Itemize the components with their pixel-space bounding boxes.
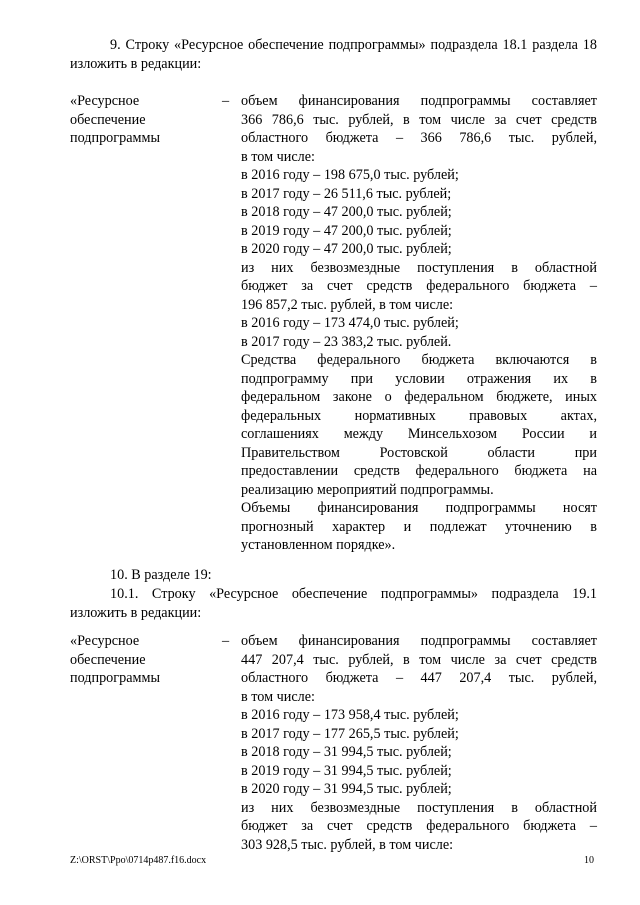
content-line: федеральном законе о федеральном бюджете, иных (241, 389, 597, 405)
content-line: объем финансирования подпрограммы составляет (241, 633, 597, 649)
content-line: Правительством Ростовской области при (241, 444, 597, 461)
footer-file-path: Z:\ORST\Ppo\0714p487.f16.docx (70, 855, 207, 866)
content-line: 196 857,2 тыс. рублей, в том числе: (241, 296, 454, 313)
content-line: областного бюджета – 366 786,6 тыс. рублей, (241, 130, 597, 146)
content-line: установленном порядке». (241, 537, 396, 553)
content-line: в 2017 году – 23 383,2 тыс. рублей. (241, 333, 452, 350)
page-number: 10 (584, 855, 594, 866)
row-dash: – (222, 93, 230, 109)
content-line: прогнозный характер и подлежат уточнению в (241, 518, 597, 535)
content-line: бюджет за счет средств федерального бюджета – (241, 818, 597, 834)
content-line: в 2019 году – 31 994,5 тыс. рублей; (241, 762, 452, 779)
row-label: «Ресурсное обеспечение подпрограммы (70, 93, 160, 146)
content-line: в 2016 году – 173 958,4 тыс. рублей; (241, 707, 459, 723)
item-10-1-paragraph: 10.1. Строку «Ресурсное обеспечение подпрограммы» подраздела 19.1 изложить в редакции: (70, 586, 597, 621)
content-line: предоставлении средств федерального бюджета на (241, 463, 597, 479)
content-line: в 2018 году – 47 200,0 тыс. рублей; (241, 204, 452, 220)
content-line: из них безвозмездные поступления в областной (241, 799, 597, 816)
content-line: в 2018 году – 31 994,5 тыс. рублей; (241, 744, 452, 760)
content-line: реализацию мероприятий подпрограммы. (241, 481, 494, 498)
content-line: в 2020 году – 31 994,5 тыс. рублей; (241, 781, 452, 797)
content-line: федеральных нормативных правовых актах, (241, 407, 597, 424)
content-line: объем финансирования подпрограммы составляет (241, 93, 597, 109)
content-line: подпрограмму при условии отражения их в (241, 370, 597, 387)
content-line: в 2019 году – 47 200,0 тыс. рублей; (241, 222, 452, 239)
content-line: 303 928,5 тыс. рублей, в том числе: (241, 836, 454, 853)
item-9-paragraph: 9. Строку «Ресурсное обеспечение подпрограммы» подраздела 18.1 раздела 18 изложить в редакции: (70, 37, 597, 72)
content-line: Объемы финансирования подпрограммы носят (241, 500, 597, 516)
content-line: соглашениях между Минсельхозом России и (241, 426, 597, 442)
row-label: «Ресурсное обеспечение подпрограммы (70, 633, 160, 686)
content-line: Средства федерального бюджета включаются в (241, 352, 597, 368)
content-line: областного бюджета – 447 207,4 тыс. рублей, (241, 670, 597, 686)
content-line: в 2017 году – 26 511,6 тыс. рублей; (241, 185, 452, 202)
content-line: в том числе: (241, 688, 315, 705)
row-content (241, 632, 597, 854)
row-content (241, 92, 597, 555)
content-line: 447 207,4 тыс. рублей, в том числе за счет средств (241, 651, 597, 668)
content-line: из них безвозмездные поступления в областной (241, 259, 597, 276)
content-line: в 2017 году – 177 265,5 тыс. рублей; (241, 725, 459, 742)
content-line: 366 786,6 тыс. рублей, в том числе за счет средств (241, 111, 597, 128)
content-line: в 2016 году – 173 474,0 тыс. рублей; (241, 315, 459, 331)
content-line: в 2020 году – 47 200,0 тыс. рублей; (241, 241, 452, 257)
content-line: в том числе: (241, 148, 315, 165)
content-line: в 2016 году – 198 675,0 тыс. рублей; (241, 167, 459, 183)
content-line: бюджет за счет средств федерального бюджета – (241, 278, 597, 294)
item-10-paragraph: 10. В разделе 19: (110, 567, 212, 583)
row-dash: – (222, 633, 230, 649)
